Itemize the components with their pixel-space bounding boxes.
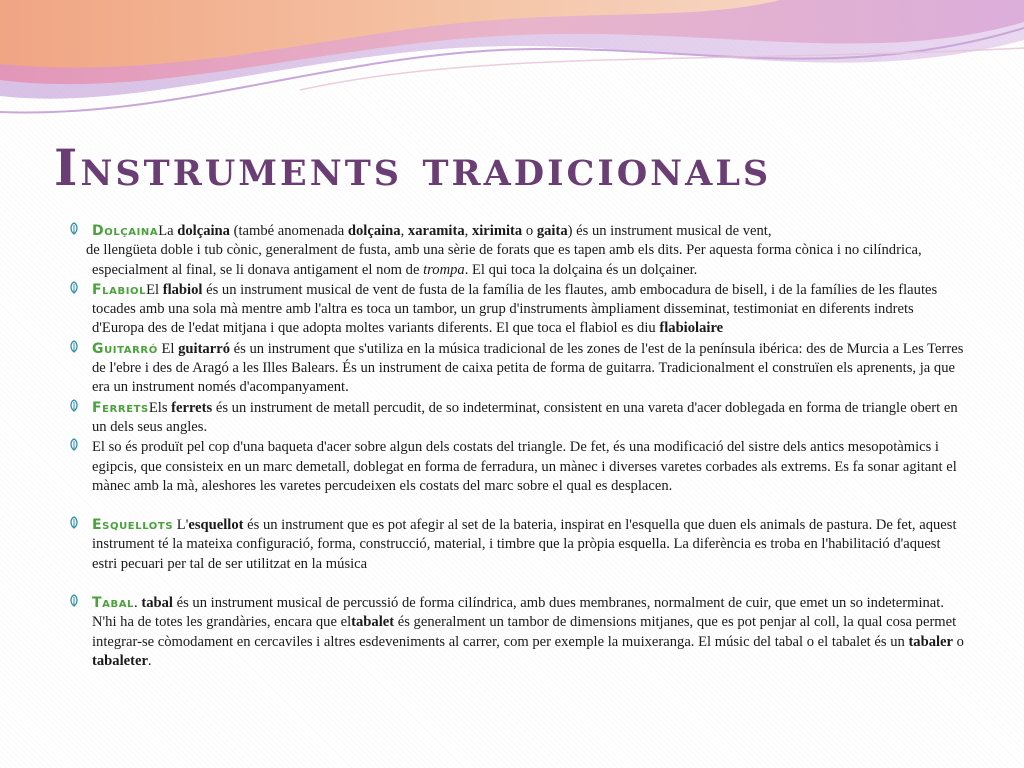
text: . El qui toca la dolçaina és un dolçainer. (464, 261, 698, 278)
keyword: Tabal (92, 595, 135, 612)
list-item-dolcaina (68, 222, 968, 280)
text: és un instrument musical de percussió de forma cilíndrica, amb dues membranes, normalment de cuir, que emet un so indeterminat. N'hi ha de totes les grandàries, encara que el (92, 595, 944, 631)
text: El so és produït pel cop d'una baqueta d'acer sobre algun dels costats del triangle. De fet, és una modificació del sistre dels antics mesopotàmics i egipcis, que consisteix en un marc demetall, doblegat en forma de ferradura, un mànec i diverses varetes corbades als extrems. Es fa sonar agitant el mànec amb la mà, aleshores les varetes percudeixen els costats del marc sobre el qual es desplacen. (92, 439, 957, 494)
bold-term: flabiol (162, 281, 203, 298)
feather-bullet-icon (68, 222, 80, 242)
feather-bullet-icon (68, 438, 80, 458)
text: La (158, 223, 178, 239)
keyword: Flabiol (92, 281, 147, 298)
keyword: Dolçaina (92, 223, 159, 239)
list-item-flabiol (68, 281, 968, 339)
list-item-guitarro (68, 340, 968, 398)
text: és un instrument que s'utiliza en la música tradicional de les zones de l'est de la península ibérica: des de Murcia a Les Terres de l'ebre i des de Aragó a les Illes Balears. És un instrument de caixa petita de forma de guitarra. Tradicionalment el construïen els aprenents, ja que era un instrument només d'acompanyament. (92, 340, 964, 396)
text: El (146, 281, 163, 298)
list-item-esquellots (68, 516, 968, 574)
text: . (147, 652, 152, 669)
bold-term: esquellot (188, 517, 244, 534)
bold-term: tabalet (351, 614, 395, 631)
text: , (400, 223, 408, 239)
bold-term: guitarró (178, 340, 230, 357)
bold-term: tabaleter (92, 652, 148, 669)
bold-term: dolçaina (177, 223, 230, 239)
list-item-tabal (68, 594, 968, 671)
bold-term: dolçaina (347, 223, 401, 239)
text: El (157, 340, 179, 357)
bold-term: gaita (536, 223, 568, 239)
list-item-ferrets (68, 399, 968, 438)
text: (també anomenada (229, 223, 348, 239)
list-item-ferrets-detail (68, 438, 968, 496)
bold-term: tabal (141, 595, 173, 612)
text: Els (148, 399, 172, 416)
bold-term: xirimita (471, 223, 523, 239)
feather-bullet-icon (68, 399, 80, 419)
text: és un instrument de metall percudit, de so indeterminat, consistent en una vareta d'acer doblegada en forma de triangle obert en un dels seus angles. (92, 399, 958, 435)
bold-term: xaramita (407, 223, 465, 239)
keyword: Ferrets (92, 399, 149, 416)
keyword: Guitarró (92, 340, 158, 357)
text: ) és un instrument musical de vent, (567, 223, 772, 239)
bold-term: flabiolaire (659, 320, 724, 337)
keyword: Esquellots (92, 517, 174, 534)
feather-bullet-icon (68, 281, 80, 301)
text: és un instrument musical de vent de fusta de la família de les flautes, amb embocadura de bisell, i de la famílies de les flautes tocades amb una sola mà mentre amb l'altra es toca un tambor, un grup d'instruments àmpliament disseminat, testimoniat en diferents indrets d'Europa des de l'edat mitjana i que adopta moltes variants diferents. El que toca el flabiol es diu (92, 281, 938, 337)
feather-bullet-icon (68, 340, 80, 360)
feather-bullet-icon (68, 516, 80, 536)
text: L' (173, 517, 189, 534)
italic-term: trompa (423, 261, 465, 278)
text: , (464, 223, 472, 239)
text: o (953, 633, 964, 650)
text: és generalment un tambor de dimensions mitjanes, que es pot penjar al coll, la qual cosa permet integrar-se còmodament en cercaviles i altres esdeveniments al carrer, com per exemple la muixeranga. El músic del tabal o el tabalet és un (92, 614, 957, 650)
feather-bullet-icon (68, 594, 80, 614)
bold-term: ferrets (171, 399, 213, 416)
text: o (522, 223, 537, 239)
text: és un instrument que es pot afegir al set de la bateria, inspirat en l'esquella que duen els animals de pastura. De fet, aquest instrument té la mateixa configuració, forma, construcció, material, i timbre que la pròpia esquella. La diferència es troba en l'habilitació d'aquest estri pecuari per tal de ser utilitzat en la música (92, 517, 957, 572)
bullet-list (68, 222, 968, 672)
slide-title: Instruments tradicionals (54, 138, 772, 197)
text: de llengüeta doble i tub cònic, generalment de fusta, amb una sèrie de forats que es tapen amb els dits. Per aquesta forma cònica i no cilíndrica, especialment al final, se li donava antigament el nom de (86, 242, 922, 278)
decorative-waves (0, 0, 1024, 130)
text: . (134, 595, 142, 612)
bold-term: tabaler (908, 633, 954, 650)
